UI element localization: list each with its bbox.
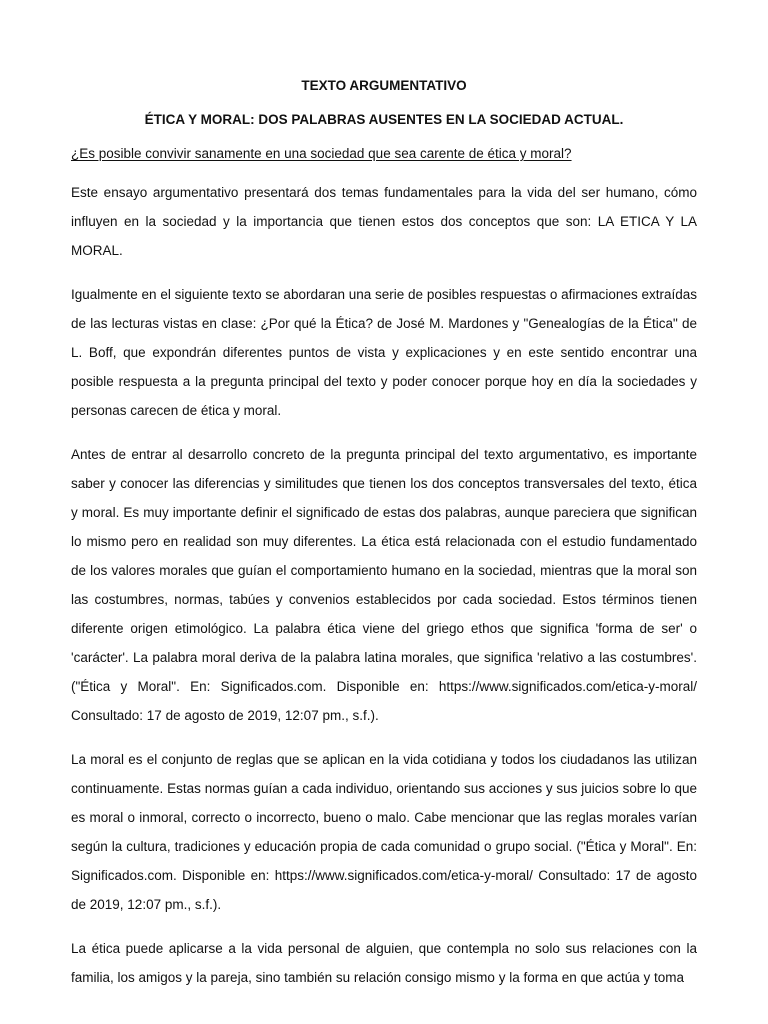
- document-question: ¿Es posible convivir sanamente en una sociedad que sea carente de ética y moral?: [71, 146, 572, 161]
- paragraph-5: La ética puede aplicarse a la vida personal de alguien, que contempla no solo sus relaciones con la familia, los amigos y la pareja, sino también su relación consigo mismo y la forma en que actúa y toma: [71, 941, 697, 985]
- paragraph-4: La moral es el conjunto de reglas que se aplican en la vida cotidiana y todos los ciudadanos las utilizan continuamente. Estas normas guían a cada individuo, orientando sus acciones y sus juicios sobre lo que es moral o inmoral, correcto o incorrecto, bueno o malo. Cabe mencionar que las reglas morales varían según la cultura, tradiciones y educación propia de cada comunidad o grupo social. ("Ética y Moral". En: Significados.com. Disponible en: https://www.significados.com/etica-y-moral/ Consultado: 17 de agosto de 2019, 12:07 pm., s.f.).: [71, 752, 697, 912]
- document-title: TEXTO ARGUMENTATIVO: [301, 78, 467, 93]
- paragraph-1: Este ensayo argumentativo presentará dos temas fundamentales para la vida del ser humano, cómo influyen en la sociedad y la importancia que tienen estos dos conceptos que son: LA ETICA Y LA MORAL.: [71, 185, 697, 258]
- document-subtitle: ÉTICA Y MORAL: DOS PALABRAS AUSENTES EN LA SOCIEDAD ACTUAL.: [144, 112, 624, 127]
- paragraph-3: Antes de entrar al desarrollo concreto de la pregunta principal del texto argumentativo, es importante saber y conocer las diferencias y similitudes que tienen los dos conceptos transversales del texto, ética y moral. Es muy importante definir el significado de estas dos palabras, aunque pareciera que significan lo mismo pero en realidad son muy diferentes. La ética está relacionada con el estudio fundamentado de los valores morales que guían el comportamiento humano en la sociedad, mientras que la moral son las costumbres, normas, tabúes y convenios establecidos por cada sociedad. Estos términos tienen diferente origen etimológico. La palabra ética viene del griego ethos que significa 'forma de ser' o 'carácter'. La palabra moral deriva de la palabra latina morales, que significa 'relativo a las costumbres'. ("Ética y Moral". En: Significados.com. Disponible en: https://www.significados.com/etica-y-moral/ Consultado: 17 de agosto de 2019, 12:07 pm., s.f.).: [71, 447, 697, 723]
- paragraph-2: Igualmente en el siguiente texto se abordaran una serie de posibles respuestas o afirmaciones extraídas de las lecturas vistas en clase: ¿Por qué la Ética? de José M. Mardones y "Genealogías de la Ética" de L. Boff, que expondrán diferentes puntos de vista y explicaciones y en este sentido encontrar una posible respuesta a la pregunta principal del texto y poder conocer porque hoy en día la sociedades y personas carecen de ética y moral.: [71, 287, 697, 418]
- document-page: [71, 66, 697, 1024]
